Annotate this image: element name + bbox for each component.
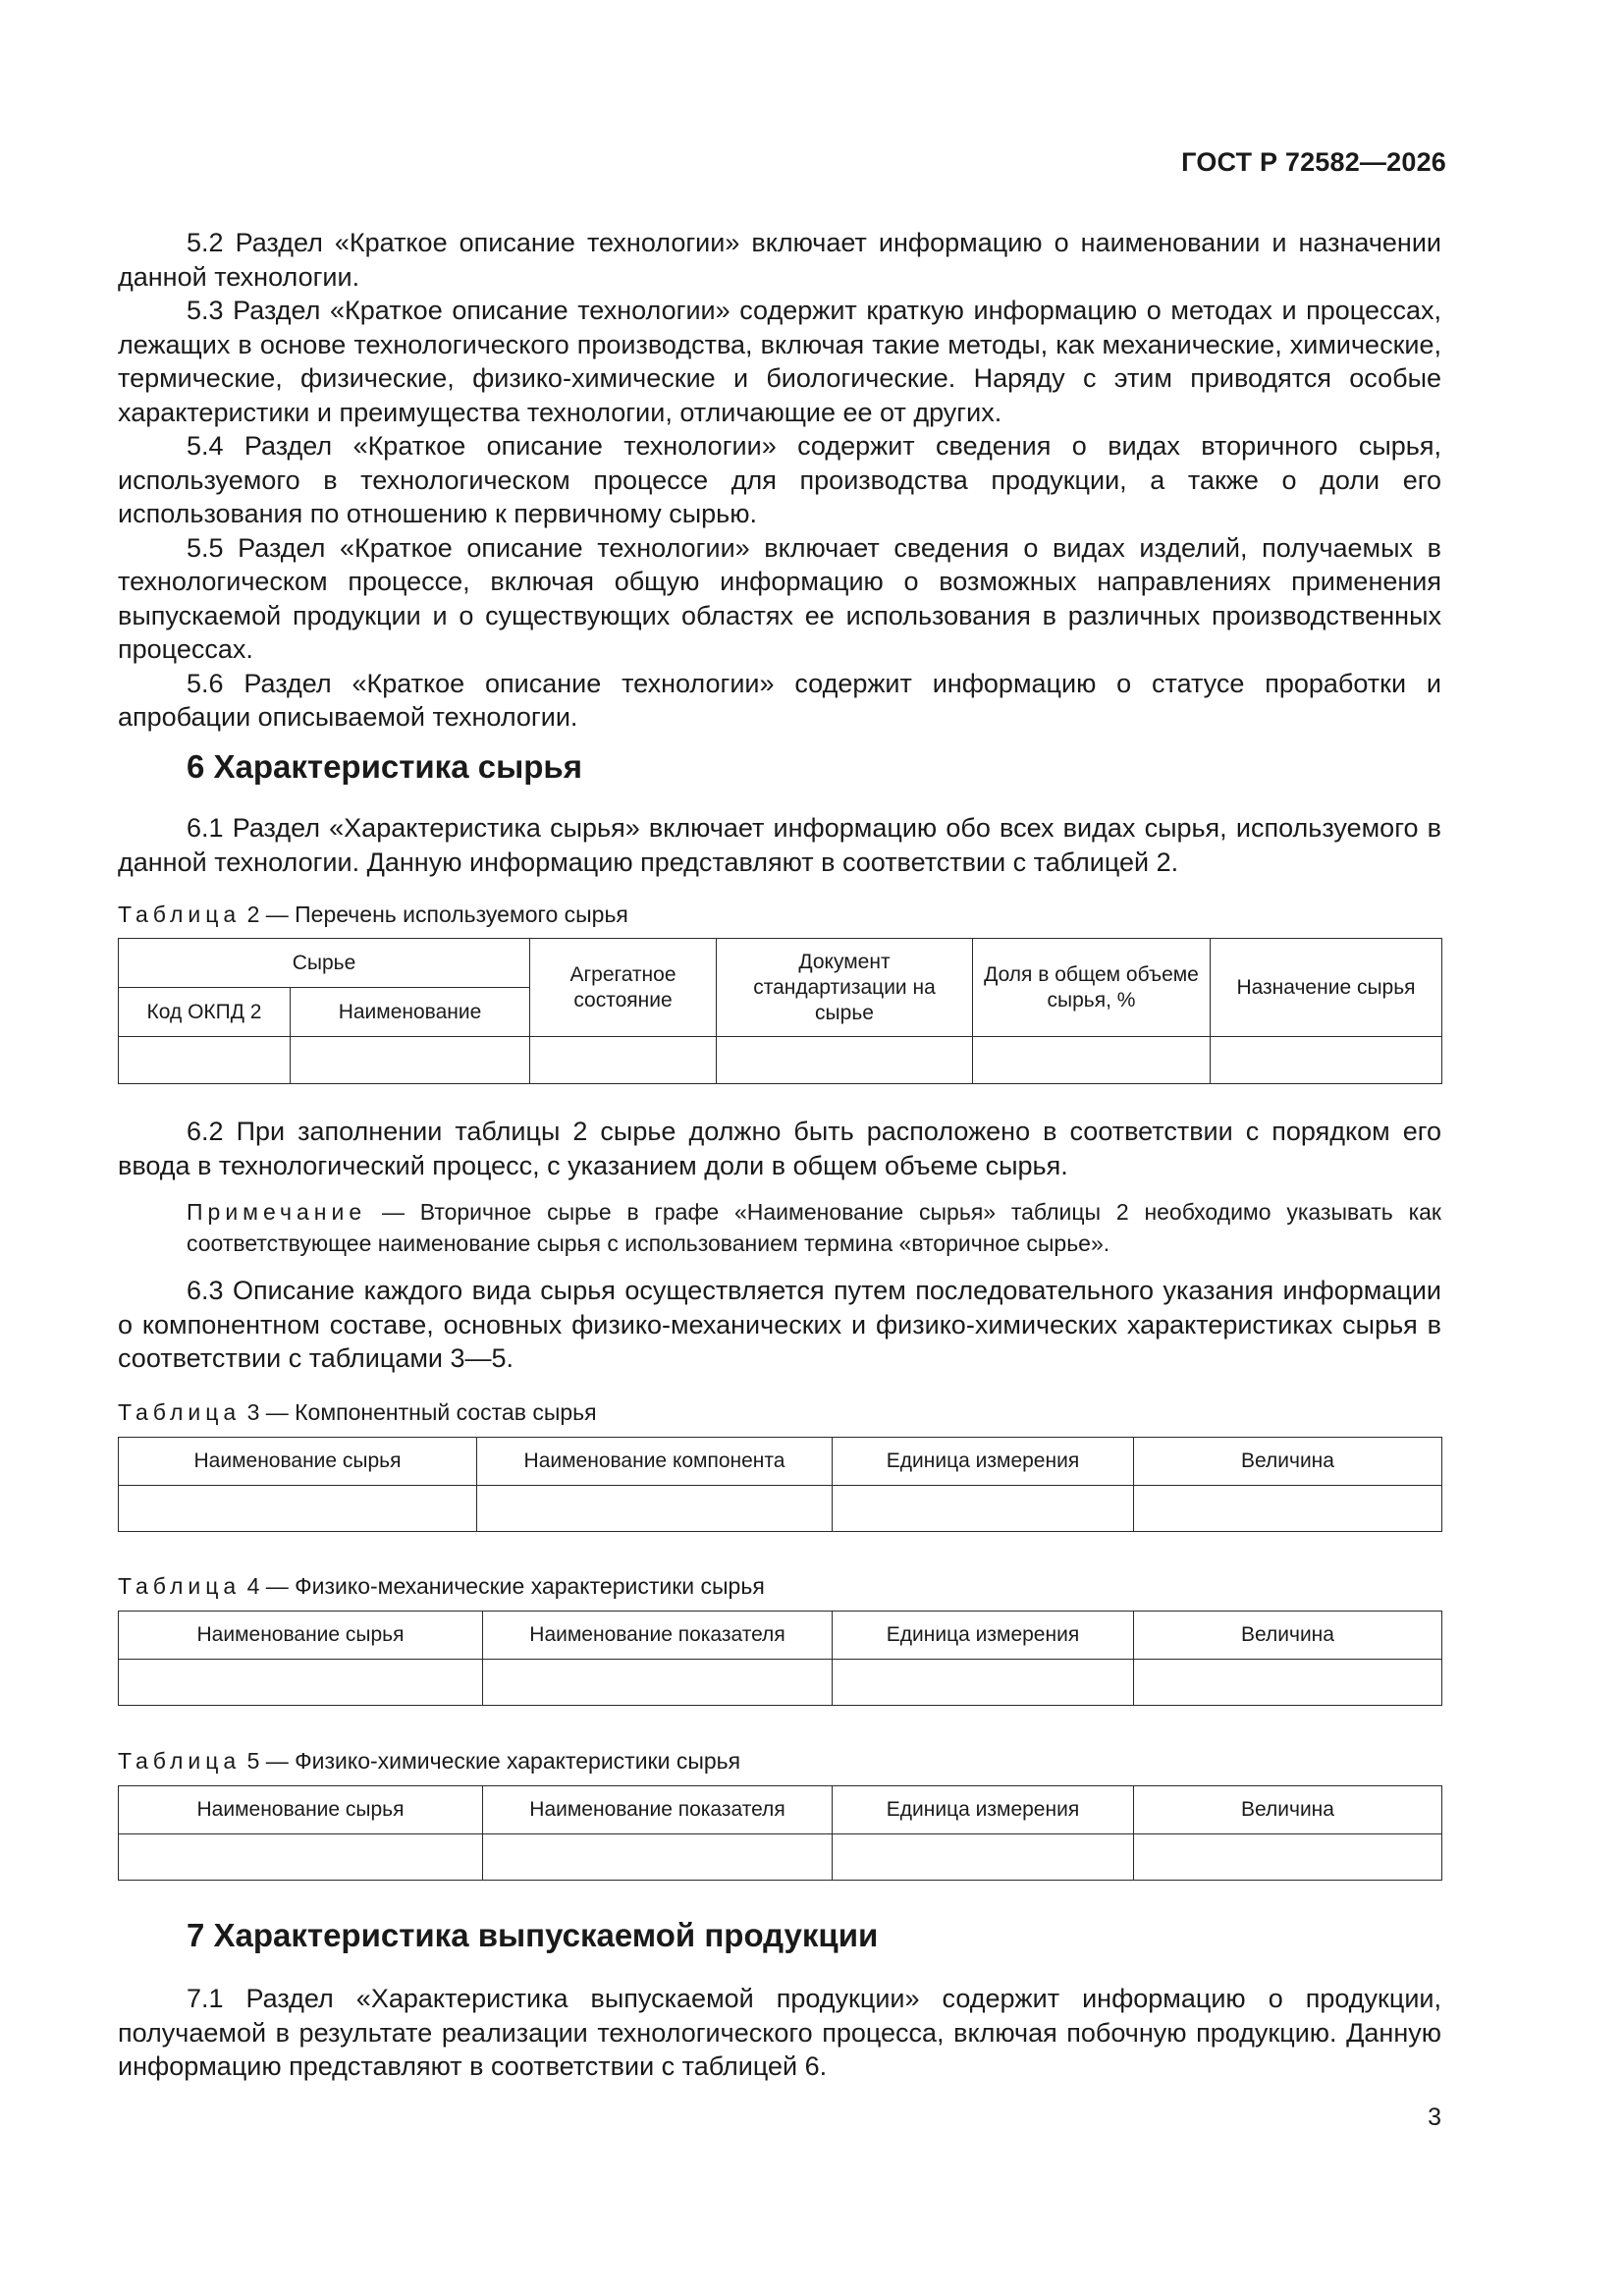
note-label: Примечание: [187, 1199, 367, 1225]
header-cell: Величина: [1134, 1438, 1442, 1486]
header-cell: Величина: [1134, 1786, 1442, 1834]
table-4-caption: [118, 1573, 765, 1600]
table-5-caption: [118, 1748, 740, 1775]
empty-cell: [483, 1834, 833, 1881]
header-cell: Наименование сырья: [119, 1786, 483, 1834]
empty-cell: [119, 1486, 477, 1532]
header-cell: Единица измерения: [833, 1438, 1134, 1486]
section-7-intro: [118, 1982, 1441, 2084]
table-row: [119, 1834, 1442, 1881]
table-2: [118, 938, 1442, 1084]
section-6-title: 6 Характеристика сырья: [187, 748, 582, 785]
empty-cell: [119, 1660, 483, 1706]
table-5: [118, 1785, 1442, 1881]
table-row: [119, 1037, 1442, 1084]
empty-cell: [717, 1037, 973, 1084]
paragraph-5-3: 5.3 Раздел «Краткое описание технологии» содержит краткую информацию о методах и процессах, лежащих в основе технологического производства, включая такие методы, как механические, химические, термические, физические, физико-химические и биологические. Наряду с этим приводятся особые характеристики и преимущества технологии, отличающие ее от других.: [118, 296, 1441, 427]
table-4: [118, 1611, 1442, 1706]
table-3-caption: [118, 1399, 597, 1426]
note-text: [118, 1196, 1441, 1259]
header-cell: Единица измерения: [833, 1612, 1134, 1660]
header-cell: Величина: [1134, 1612, 1442, 1660]
empty-cell: [477, 1486, 833, 1532]
empty-cell: [1211, 1037, 1442, 1084]
empty-cell: [1134, 1834, 1442, 1881]
note-body: — Вторичное сырье в графе «Наименование сырья» таблицы 2 необходимо указывать как соответствующее наименование сырья с использованием термина «вторичное сырье».: [187, 1199, 1441, 1256]
caption-label: Таблица: [118, 1573, 242, 1599]
page-number: 3: [1428, 2104, 1441, 2131]
caption-text: 4 — Физико-механические характеристики сырья: [241, 1573, 765, 1599]
table-row: [119, 1486, 1442, 1532]
paragraph-5-6: 5.6 Раздел «Краткое описание технологии» содержит информацию о статусе проработки и апробации описываемой технологии.: [118, 668, 1441, 732]
caption-text: 2 — Перечень используемого сырья: [241, 902, 628, 927]
paragraph-6-2: 6.2 При заполнении таблицы 2 сырье должно быть расположено в соответствии с порядком его ввода в технологический процесс, с указанием доли в общем объеме сырья.: [118, 1117, 1441, 1180]
section-6-2: [118, 1115, 1441, 1182]
header-cell: Наименование показателя: [483, 1786, 833, 1834]
header-cell: Наименование показателя: [483, 1612, 833, 1660]
paragraph-6-1: 6.1 Раздел «Характеристика сырья» включает информацию обо всех видах сырья, используемого в данной технологии. Данную информацию представляют в соответствии с таблицей 2.: [118, 813, 1441, 877]
empty-cell: [1134, 1660, 1442, 1706]
table-header-row: [119, 1786, 1442, 1834]
header-cell: Код ОКПД 2: [119, 988, 291, 1037]
table-header-row: [119, 1612, 1442, 1660]
empty-cell: [119, 1037, 291, 1084]
paragraph-5-4: 5.4 Раздел «Краткое описание технологии» содержит сведения о видах вторичного сырья, используемого в технологическом процессе для производства продукции, а также о доли его использования по отношению к первичному сырью.: [118, 431, 1441, 528]
paragraph-7-1: 7.1 Раздел «Характеристика выпускаемой продукции» содержит информацию о продукции, получаемой в результате реализации технологического процесса, включая побочную продукцию. Данную информацию представляют в соответствии с таблицей 6.: [118, 1984, 1441, 2081]
caption-text: 3 — Компонентный состав сырья: [241, 1399, 597, 1425]
section-6-3: [118, 1274, 1441, 1376]
empty-cell: [483, 1660, 833, 1706]
empty-cell: [833, 1660, 1134, 1706]
header-cell: Единица измерения: [833, 1786, 1134, 1834]
header-cell: Доля в общем объеме сырья, %: [973, 939, 1211, 1037]
caption-label: Таблица: [118, 1399, 242, 1425]
empty-cell: [973, 1037, 1211, 1084]
empty-cell: [833, 1834, 1134, 1881]
header-cell: Наименование: [291, 988, 530, 1037]
table-2-caption: [118, 902, 628, 928]
header-cell: Назначение сырья: [1211, 939, 1442, 1037]
table-row: [119, 1660, 1442, 1706]
caption-label: Таблица: [118, 1748, 242, 1774]
header-cell-group: Сырье: [119, 939, 530, 988]
header-cell: Наименование сырья: [119, 1612, 483, 1660]
caption-label: Таблица: [118, 902, 242, 927]
empty-cell: [1134, 1486, 1442, 1532]
paragraph-5-5: 5.5 Раздел «Краткое описание технологии» включает сведения о видах изделий, получаемых в технологическом процессе, включая общую информацию о возможных направлениях применения выпускаемой продукции и о существующих областях ее использования в различных производственных процессах.: [118, 532, 1441, 664]
empty-cell: [291, 1037, 530, 1084]
empty-cell: [833, 1486, 1134, 1532]
header-cell: Документ стандартизации на сырье: [717, 939, 973, 1037]
paragraph-5-2: 5.2 Раздел «Краткое описание технологии» включает информацию о наименовании и назначении данной технологии.: [118, 228, 1441, 292]
table-header-row: [119, 1438, 1442, 1486]
caption-text: 5 — Физико-химические характеристики сырья: [241, 1748, 741, 1774]
paragraph-6-3: 6.3 Описание каждого вида сырья осуществляется путем последовательного указания информации о компонентном составе, основных физико-механических и физико-химических характеристиках сырья в соответствии с таблицами 3—5.: [118, 1276, 1441, 1373]
empty-cell: [119, 1834, 483, 1881]
note: [118, 1196, 1441, 1259]
table-header-row: [119, 939, 1442, 988]
section-6-intro: [118, 811, 1441, 879]
empty-cell: [530, 1037, 717, 1084]
table-3: [118, 1437, 1442, 1532]
section-7-title: 7 Характеристика выпускаемой продукции: [187, 1917, 879, 1953]
header-cell: Агрегатное состояние: [530, 939, 717, 1037]
section-5-text: [118, 226, 1441, 735]
header-cell: Наименование сырья: [119, 1438, 477, 1486]
header-cell: Наименование компонента: [477, 1438, 833, 1486]
document-code: ГОСТ Р 72582—2026: [1181, 147, 1446, 177]
